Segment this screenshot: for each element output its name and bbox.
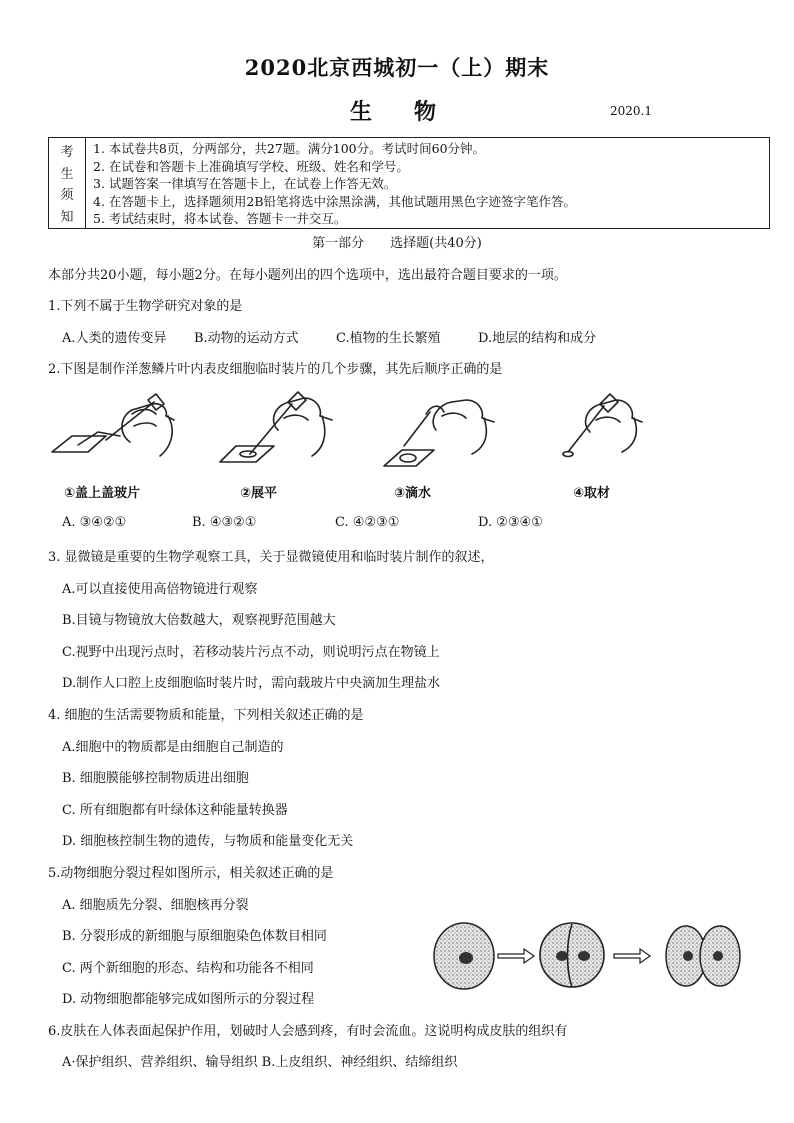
question-3-option-d: D.制作人口腔上皮细胞临时装片时，需向载玻片中央滴加生理盐水	[62, 676, 441, 691]
question-3-option-a: A.可以直接使用高倍物镜进行观察	[62, 582, 258, 597]
notice-heading-char: 知	[60, 209, 74, 225]
notice-heading-char: 须	[60, 188, 74, 204]
question-6-stem: 6.皮肤在人体表面起保护作用，划破时人会感到疼，有时会流血。这说明构成皮肤的组织有	[48, 1024, 568, 1039]
question-2-stem: 2.下图是制作洋葱鳞片叶内表皮细胞临时装片的几个步骤，其先后顺序正确的是	[48, 362, 503, 377]
step-collect-sample-illustration	[563, 394, 642, 457]
question-2-option-c: C. ④②③①	[335, 515, 400, 530]
notice-item: 2. 在试卷和答题卡上准确填写学校、班级、姓名和学号。	[93, 158, 409, 174]
cell-stage-3-icon	[666, 926, 740, 986]
cell-stage-1-icon	[434, 923, 494, 989]
exam-date: 2020.1	[610, 104, 652, 118]
question-2-option-d: D. ②③④①	[478, 515, 543, 530]
notice-list	[93, 140, 576, 228]
question-1-option-a: A.人类的遗传变异	[62, 331, 167, 346]
figure-label-collect: ④取材	[573, 486, 611, 501]
arrow-right-icon	[498, 949, 534, 963]
question-4-option-c: C. 所有细胞都有叶绿体这种能量转换器	[62, 803, 288, 818]
question-5-option-a: A. 细胞质先分裂、细胞核再分裂	[62, 898, 249, 913]
arrow-right-icon	[614, 949, 650, 963]
figure-label-cover-slip: ①盖上盖玻片	[64, 486, 141, 501]
figure-label-flatten: ②展平	[240, 486, 278, 501]
question-4-option-a: A.细胞中的物质都是由细胞自己制造的	[62, 740, 284, 755]
notice-item: 4. 在答题卡上，选择题须用2B铅笔将选中涂黑涂满，其他试题用黑色字迹签字笔作答。	[93, 193, 577, 209]
notice-heading-char: 生	[60, 166, 74, 182]
subject-title: 生物	[350, 99, 479, 125]
notice-item: 3. 试题答案一律填写在答题卡上，在试卷上作答无效。	[93, 176, 397, 191]
exam-notice-box	[48, 137, 770, 229]
figure-label-water-drop: ③滴水	[394, 486, 432, 501]
question-1-option-d: D.地层的结构和成分	[478, 331, 597, 346]
cell-division-figure	[428, 918, 748, 994]
question-4-stem: 4. 细胞的生活需要物质和能量，下列相关叙述正确的是	[48, 708, 364, 723]
step-flatten-illustration	[220, 392, 332, 462]
notice-heading	[49, 138, 86, 228]
question-1-option-b: B.动物的运动方式	[194, 331, 299, 346]
question-5-option-c: C. 两个新细胞的形态、结构和功能各不相同	[62, 961, 314, 976]
notice-item: 1. 本试卷共8页，分两部分，共27题。满分100分。考试时间60分钟。	[93, 141, 486, 156]
question-3-option-b: B.目镜与物镜放大倍数越大，观察视野范围越大	[62, 613, 336, 628]
question-1-stem: 1.下列不属于生物学研究对象的是	[48, 299, 243, 314]
notice-item: 5. 考试结束时，将本试卷、答题卡一并交互。	[93, 211, 347, 226]
notice-heading-char: 考	[60, 145, 74, 161]
question-4-option-b: B. 细胞膜能够控制物质进出细胞	[62, 771, 249, 786]
slide-preparation-figure	[48, 390, 648, 472]
section-heading: 第一部分 选择题(共40分)	[312, 236, 482, 251]
question-6-options: A·保护组织、营养组织、输导组织 B.上皮组织、神经组织、结缔组织	[62, 1055, 458, 1070]
question-5-stem: 5.动物细胞分裂过程如图所示，相关叙述正确的是	[48, 866, 334, 881]
step-water-drop-illustration	[384, 400, 494, 466]
question-5-option-b: B. 分裂形成的新细胞与原细胞染色体数目相同	[62, 929, 327, 944]
cell-stage-2-icon	[540, 923, 604, 987]
section-intro: 本部分共20小题，每小题2分。在每小题列出的四个选项中，选出最符合题目要求的一项。	[48, 268, 567, 283]
exam-title: 2020北京西城初一（上）期末	[244, 55, 550, 80]
question-2-option-a: A. ③④②①	[62, 515, 127, 530]
question-3-stem: 3. 显微镜是重要的生物学观察工具，关于显微镜使用和临时装片制作的叙述，	[48, 550, 494, 565]
step-cover-slip-illustration	[52, 394, 174, 456]
question-3-option-c: C.视野中出现污点时，若移动装片污点不动，则说明污点在物镜上	[62, 645, 440, 660]
question-2-option-b: B. ④③②①	[192, 515, 257, 530]
question-4-option-d: D. 细胞核控制生物的遗传，与物质和能量变化无关	[62, 834, 354, 849]
question-1-option-c: C.植物的生长繁殖	[336, 331, 441, 346]
question-5-option-d: D. 动物细胞都能够完成如图所示的分裂过程	[62, 992, 315, 1007]
